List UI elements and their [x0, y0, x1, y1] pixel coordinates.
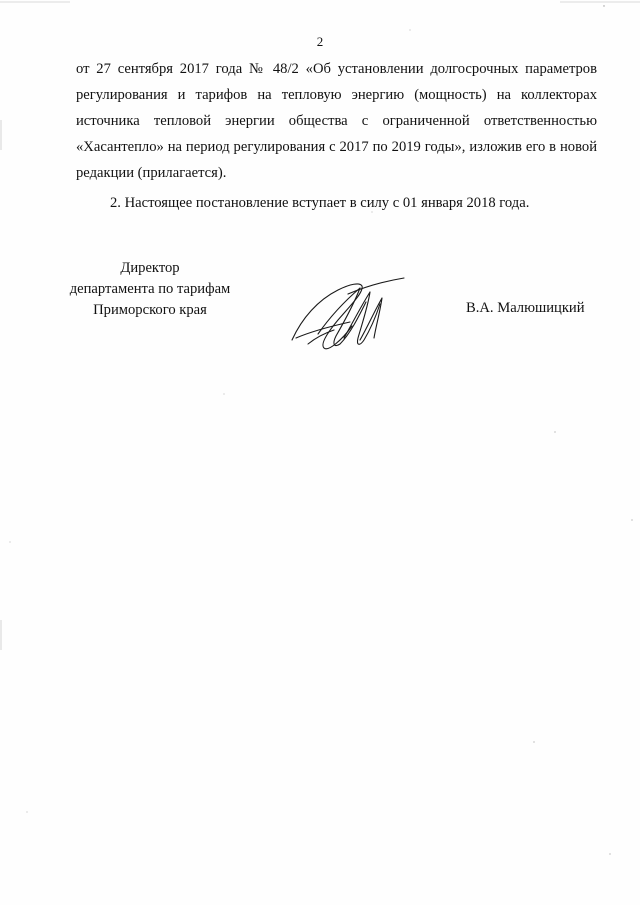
document-body	[76, 56, 597, 216]
signatory-position	[60, 258, 240, 321]
handwritten-signature	[288, 274, 408, 356]
paragraph-effective-date: 2. Настоящее постановление вступает в силу с 01 января 2018 года.	[110, 195, 530, 211]
page-number: 2	[316, 34, 324, 49]
signatory-name: В.А. Малюшицкий	[466, 300, 585, 316]
signature-block	[0, 258, 640, 358]
paragraph-continuation: от 27 сентября 2017 года № 48/2 «Об установлении долгосрочных параметров регулирования и тарифов на тепловую энергию (мощность) на коллекторах источника тепловой энергии общества с ограниченной ответственностью «Хасантепло» на период регулирования с 2017 по 2019 годы», изложив его в новой редакции (прилагается).	[76, 61, 597, 181]
signatory-title-line: Директор	[120, 260, 180, 276]
signatory-title-line: Приморского края	[93, 302, 207, 318]
signatory-title-line: департамента по тарифам	[69, 281, 231, 297]
